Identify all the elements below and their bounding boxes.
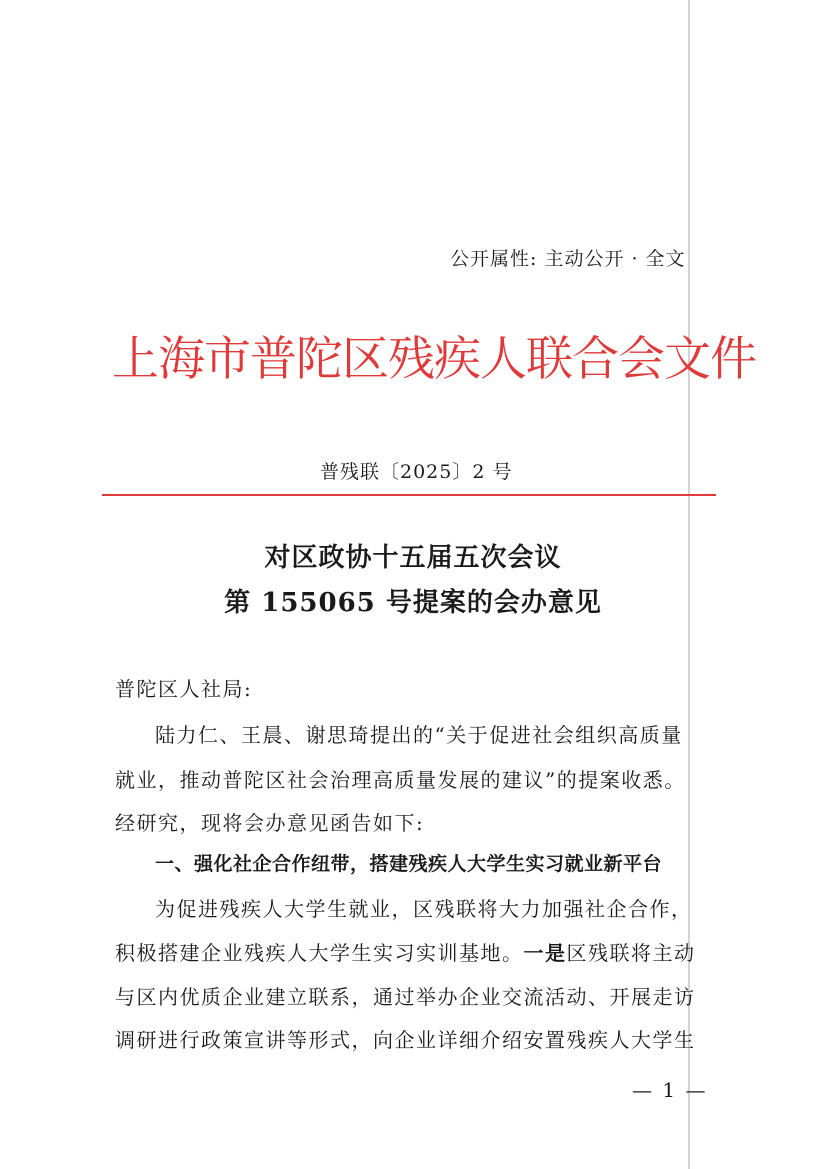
addressee: 普陀区人社局: xyxy=(115,677,253,701)
red-divider-line xyxy=(102,494,716,496)
emphasis-text: 一是 xyxy=(523,941,567,965)
body-text: 积极搭建企业残疾人大学生实习实训基地。 xyxy=(115,941,524,965)
body-line: 调研进行政策宣讲等形式，向企业详细介绍安置残疾人大学生 xyxy=(115,1028,696,1052)
body-line xyxy=(115,937,696,966)
body-line: 陆力仁、王晨、谢思琦提出的“关于促进社会组织高质量 xyxy=(155,723,683,747)
page-number: — 1 — xyxy=(632,1078,708,1102)
document-title-line-1: 对区政协十五届五次会议 xyxy=(264,543,562,573)
body-line: 就业，推动普陀区社会治理高质量发展的建议”的提案收悉。 xyxy=(115,768,686,792)
body-line: 与区内优质企业建立联系，通过举办企业交流活动、开展走访 xyxy=(115,985,696,1009)
document-number: 普残联〔2025〕2 号 xyxy=(320,461,513,483)
body-text: 区残联将主动 xyxy=(566,941,696,965)
issuing-organization-title: 上海市普陀区残疾人联合会文件 xyxy=(112,332,756,387)
section-heading: 一、强化社企合作纽带，搭建残疾人大学生实习就业新平台 xyxy=(155,853,663,875)
body-line: 经研究，现将会办意见函告如下: xyxy=(115,811,425,835)
body-line: 为促进残疾人大学生就业，区残联将大力加强社企合作， xyxy=(155,897,693,921)
document-title-line-2: 第 155065 号提案的会办意见 xyxy=(224,588,602,618)
disclosure-attribute: 公开属性: 主动公开 · 全文 xyxy=(450,248,686,270)
